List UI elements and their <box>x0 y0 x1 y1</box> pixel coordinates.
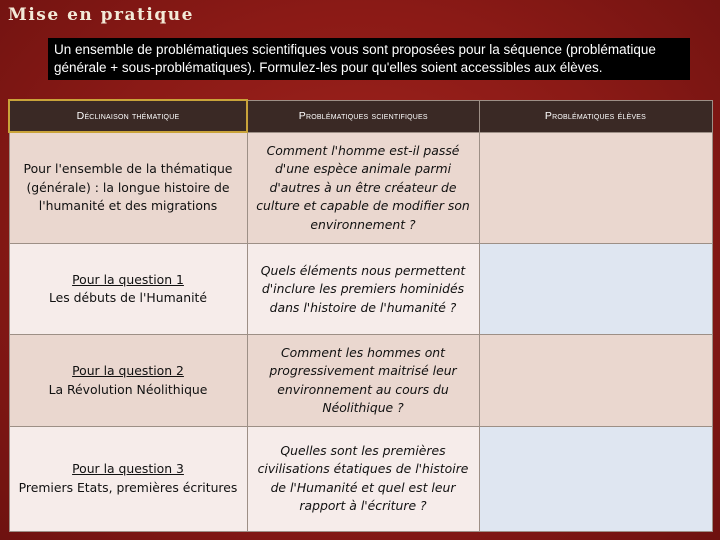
page-title: Mise en pratique <box>8 5 194 25</box>
row-label <box>9 244 247 335</box>
scientific-problem: Quels éléments nous permettent d'inclure les premiers hominidés dans l'histoire de l'humanité ? <box>247 244 479 335</box>
header-problematiques-scientifiques: Problématiques scientifiques <box>247 100 479 132</box>
instructions-box: Un ensemble de problématiques scientifiques vous sont proposées pour la séquence (problématique générale + sous-problématiques). Formulez-les pour qu'elles soient accessibles aux élèves. <box>48 38 690 80</box>
row-label-line1: Pour la question 1 <box>72 271 184 287</box>
student-problem-cell[interactable] <box>479 132 712 244</box>
table-row <box>9 132 712 244</box>
table-header-row <box>9 100 712 132</box>
table-row <box>9 244 712 335</box>
problematiques-table <box>8 99 713 532</box>
row-label-line1: Pour la question 2 <box>72 363 184 379</box>
row-label-line2: Premiers Etats, premières écritures <box>18 479 238 495</box>
student-problem-cell[interactable] <box>479 426 712 531</box>
row-label <box>9 132 247 244</box>
row-label-line2: Les débuts de l'Humanité <box>48 290 208 306</box>
row-label-line1: Pour la question 3 <box>72 461 184 477</box>
scientific-problem: Comment les hommes ont progressivement maitrisé leur environnement au cours du Néolithique ? <box>247 335 479 426</box>
row-label <box>9 335 247 426</box>
header-problematiques-eleves: Problématiques élèves <box>479 100 712 132</box>
row-label-line2: La Révolution Néolithique <box>48 381 208 397</box>
scientific-problem: Quelles sont les premières civilisations étatiques de l'histoire de l'Humanité et quel est leur rapport à l'écriture ? <box>247 426 479 531</box>
scientific-problem: Comment l'homme est-il passé d'une espèce animale parmi d'autres à un être créateur de culture et capable de modifier son environnement ? <box>247 132 479 244</box>
row-label-line1: Pour l'ensemble de la thématique (générale) : la longue histoire de l'humanité et des migrations <box>23 161 233 214</box>
student-problem-cell[interactable] <box>479 244 712 335</box>
header-declinaison: Déclinaison thématique <box>9 100 247 132</box>
row-label <box>9 426 247 531</box>
table-row <box>9 335 712 426</box>
student-problem-cell[interactable] <box>479 335 712 426</box>
table-row <box>9 426 712 531</box>
